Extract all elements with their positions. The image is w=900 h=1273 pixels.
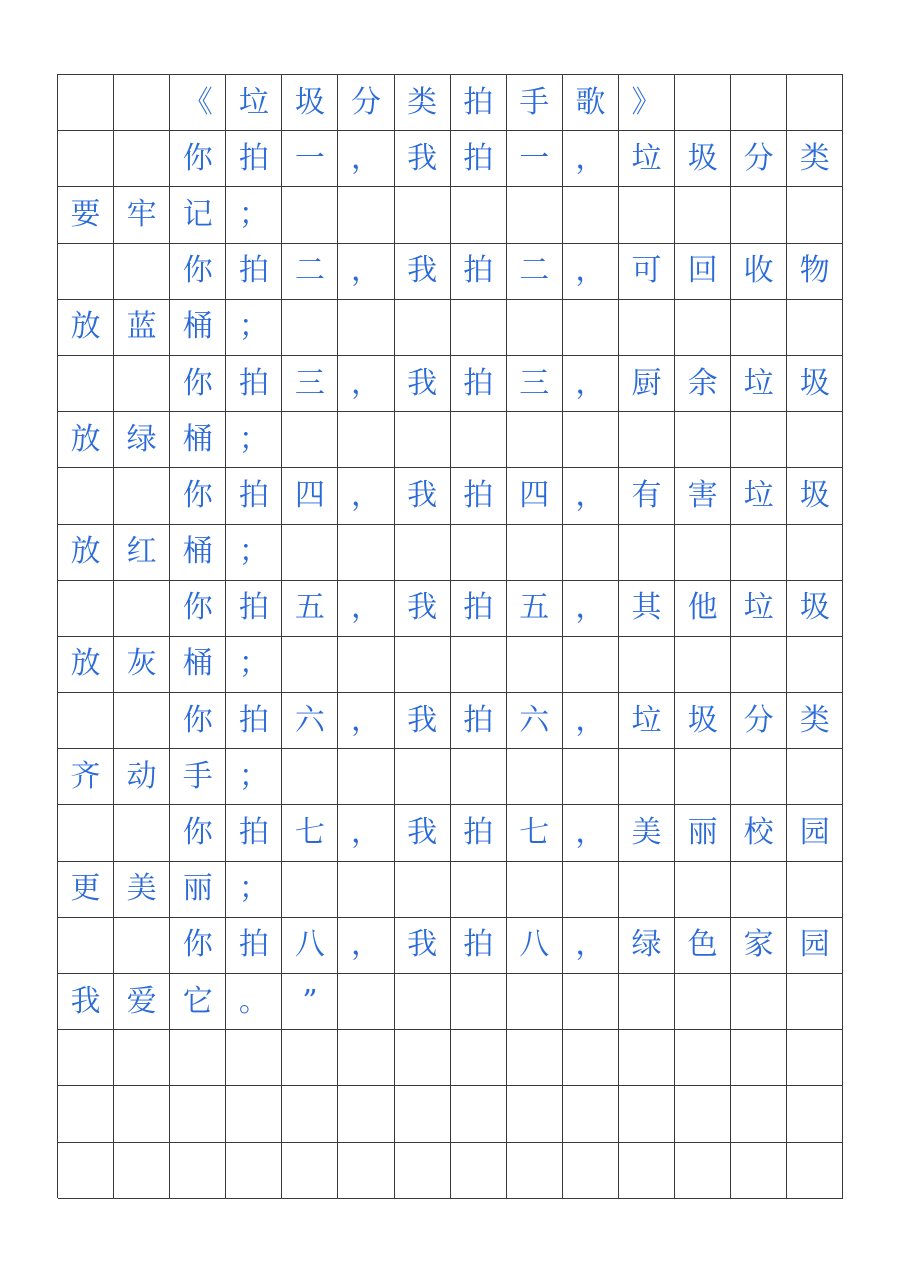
grid-cell: ， — [338, 244, 394, 300]
grid-cell — [563, 862, 619, 918]
grid-cell — [787, 637, 843, 693]
grid-cell: 《 — [170, 75, 226, 131]
grid-cell: 拍 — [451, 468, 507, 524]
grid-cell — [338, 749, 394, 805]
grid-cell: 你 — [170, 131, 226, 187]
grid-cell: 八 — [282, 918, 338, 974]
grid-cell — [282, 525, 338, 581]
grid-cell: ； — [226, 749, 282, 805]
grid-cell — [731, 525, 787, 581]
grid-cell: 拍 — [226, 581, 282, 637]
grid-cell — [731, 412, 787, 468]
grid-cell: 放 — [58, 525, 114, 581]
grid-cell: 五 — [282, 581, 338, 637]
grid-cell: 可 — [619, 244, 675, 300]
grid-cell — [451, 637, 507, 693]
grid-cell — [507, 637, 563, 693]
grid-cell — [507, 1086, 563, 1142]
grid-cell: 余 — [675, 356, 731, 412]
grid-cell — [114, 356, 170, 412]
grid-cell: 歌 — [563, 75, 619, 131]
grid-cell — [282, 1030, 338, 1086]
grid-cell — [619, 1086, 675, 1142]
grid-cell: 八 — [507, 918, 563, 974]
grid-cell: 六 — [282, 693, 338, 749]
grid-cell: 我 — [58, 974, 114, 1030]
grid-cell: 手 — [507, 75, 563, 131]
grid-cell — [731, 300, 787, 356]
grid-cell: 害 — [675, 468, 731, 524]
grid-cell: 类 — [395, 75, 451, 131]
grid-cell — [114, 75, 170, 131]
grid-cell: 拍 — [451, 131, 507, 187]
grid-cell — [282, 1143, 338, 1199]
grid-cell — [619, 1143, 675, 1199]
grid-cell — [787, 862, 843, 918]
grid-cell — [282, 1086, 338, 1142]
grid-cell: 桶 — [170, 412, 226, 468]
grid-cell: 你 — [170, 693, 226, 749]
grid-cell: 圾 — [675, 131, 731, 187]
grid-cell — [338, 412, 394, 468]
grid-cell: 他 — [675, 581, 731, 637]
grid-cell — [58, 805, 114, 861]
grid-cell — [675, 525, 731, 581]
grid-cell: ， — [563, 468, 619, 524]
grid-cell — [563, 637, 619, 693]
grid-cell — [338, 862, 394, 918]
grid-cell: 桶 — [170, 637, 226, 693]
grid-cell — [675, 75, 731, 131]
grid-cell — [338, 187, 394, 243]
grid-cell: 一 — [507, 131, 563, 187]
grid-cell — [675, 300, 731, 356]
grid-cell — [507, 749, 563, 805]
grid-cell — [114, 468, 170, 524]
grid-cell — [58, 1143, 114, 1199]
grid-cell — [507, 187, 563, 243]
grid-cell: 拍 — [451, 356, 507, 412]
grid-cell — [114, 1086, 170, 1142]
grid-cell — [731, 75, 787, 131]
grid-cell: ， — [563, 131, 619, 187]
grid-cell — [731, 637, 787, 693]
grid-cell — [395, 1086, 451, 1142]
grid-cell — [226, 1143, 282, 1199]
grid-cell: 其 — [619, 581, 675, 637]
grid-cell — [675, 637, 731, 693]
grid-cell — [395, 300, 451, 356]
grid-cell: ， — [338, 356, 394, 412]
grid-cell: 我 — [395, 805, 451, 861]
grid-cell: ； — [226, 412, 282, 468]
grid-cell — [563, 1143, 619, 1199]
grid-cell: 手 — [170, 749, 226, 805]
grid-cell — [619, 974, 675, 1030]
grid-cell: 三 — [507, 356, 563, 412]
grid-cell: 回 — [675, 244, 731, 300]
grid-cell — [787, 974, 843, 1030]
grid-cell: 要 — [58, 187, 114, 243]
grid-cell — [338, 1030, 394, 1086]
grid-cell: 你 — [170, 581, 226, 637]
grid-cell — [338, 1143, 394, 1199]
grid-cell: 拍 — [451, 693, 507, 749]
grid-cell — [675, 187, 731, 243]
grid-cell — [395, 187, 451, 243]
grid-cell: 拍 — [451, 581, 507, 637]
grid-cell — [619, 1030, 675, 1086]
grid-cell: ； — [226, 300, 282, 356]
grid-cell: ， — [563, 244, 619, 300]
grid-cell: 我 — [395, 131, 451, 187]
grid-cell: 厨 — [619, 356, 675, 412]
grid-cell: 放 — [58, 412, 114, 468]
grid-cell: 圾 — [282, 75, 338, 131]
grid-cell — [619, 525, 675, 581]
handwriting-grid-sheet — [57, 74, 843, 1198]
grid-cell — [675, 412, 731, 468]
grid-cell: ， — [338, 468, 394, 524]
grid-cell — [451, 974, 507, 1030]
grid-cell — [507, 862, 563, 918]
grid-cell: 垃 — [731, 356, 787, 412]
grid-cell: 你 — [170, 356, 226, 412]
grid-cell — [58, 1086, 114, 1142]
grid-cell — [451, 1086, 507, 1142]
grid-cell: 六 — [507, 693, 563, 749]
grid-cell: 七 — [507, 805, 563, 861]
grid-cell — [58, 356, 114, 412]
grid-cell — [451, 300, 507, 356]
grid-cell — [226, 1030, 282, 1086]
grid-cell — [507, 300, 563, 356]
grid-cell: 它 — [170, 974, 226, 1030]
grid-cell — [338, 974, 394, 1030]
grid-cell: ， — [338, 581, 394, 637]
grid-cell: 你 — [170, 918, 226, 974]
grid-cell: 园 — [787, 805, 843, 861]
grid-cell — [731, 974, 787, 1030]
grid-cell: 四 — [282, 468, 338, 524]
grid-cell: 拍 — [226, 244, 282, 300]
grid-cell — [395, 637, 451, 693]
grid-cell: ； — [226, 862, 282, 918]
grid-cell — [282, 862, 338, 918]
grid-cell: ， — [338, 131, 394, 187]
grid-cell — [507, 1030, 563, 1086]
grid-cell — [282, 749, 338, 805]
grid-cell: 桶 — [170, 300, 226, 356]
grid-cell — [282, 187, 338, 243]
grid-cell: 拍 — [451, 75, 507, 131]
grid-cell — [563, 749, 619, 805]
grid-cell: 绿 — [114, 412, 170, 468]
grid-cell — [731, 749, 787, 805]
grid-cell: 红 — [114, 525, 170, 581]
grid-cell: 校 — [731, 805, 787, 861]
grid-cell — [507, 974, 563, 1030]
grid-cell: 我 — [395, 693, 451, 749]
grid-cell: ， — [338, 805, 394, 861]
grid-cell: ； — [226, 187, 282, 243]
grid-cell — [787, 75, 843, 131]
grid-cell — [282, 300, 338, 356]
grid-cell — [563, 525, 619, 581]
grid-cell: 圾 — [675, 693, 731, 749]
grid-cell: 丽 — [170, 862, 226, 918]
grid-cell — [787, 1143, 843, 1199]
grid-cell: 拍 — [226, 468, 282, 524]
grid-cell: 家 — [731, 918, 787, 974]
grid-cell: 》 — [619, 75, 675, 131]
grid-cell — [563, 412, 619, 468]
grid-cell: 有 — [619, 468, 675, 524]
grid-cell — [395, 1030, 451, 1086]
grid-cell: 动 — [114, 749, 170, 805]
grid-cell — [787, 1030, 843, 1086]
grid-cell — [675, 974, 731, 1030]
grid-cell: 一 — [282, 131, 338, 187]
grid-cell: 二 — [282, 244, 338, 300]
grid-cell: 垃 — [619, 693, 675, 749]
grid-cell: 我 — [395, 468, 451, 524]
grid-cell — [58, 918, 114, 974]
grid-cell — [619, 300, 675, 356]
grid-cell — [451, 1143, 507, 1199]
grid-cell — [282, 412, 338, 468]
grid-cell — [507, 525, 563, 581]
grid-cell: 五 — [507, 581, 563, 637]
grid-cell: ； — [226, 637, 282, 693]
grid-cell — [619, 862, 675, 918]
grid-cell — [114, 693, 170, 749]
grid-cell — [395, 525, 451, 581]
grid-cell — [282, 637, 338, 693]
grid-cell: 物 — [787, 244, 843, 300]
grid-cell: 美 — [619, 805, 675, 861]
grid-cell — [58, 75, 114, 131]
grid-cell — [395, 862, 451, 918]
grid-cell: 垃 — [731, 581, 787, 637]
grid-cell: 爱 — [114, 974, 170, 1030]
grid-cell — [507, 1143, 563, 1199]
grid-cell: ， — [563, 356, 619, 412]
grid-cell — [451, 1030, 507, 1086]
grid-cell: 丽 — [675, 805, 731, 861]
grid-cell: 拍 — [226, 918, 282, 974]
grid-cell — [451, 862, 507, 918]
grid-cell — [731, 1143, 787, 1199]
grid-cell: 色 — [675, 918, 731, 974]
grid-cell — [451, 749, 507, 805]
grid-cell — [619, 412, 675, 468]
grid-cell: 桶 — [170, 525, 226, 581]
grid-cell — [170, 1086, 226, 1142]
grid-cell — [675, 1086, 731, 1142]
grid-cell — [226, 1086, 282, 1142]
grid-cell — [675, 862, 731, 918]
grid-cell: 我 — [395, 581, 451, 637]
grid-cell: ， — [338, 693, 394, 749]
grid-cell — [619, 749, 675, 805]
grid-cell: 垃 — [226, 75, 282, 131]
grid-cell: 类 — [787, 131, 843, 187]
grid-cell — [58, 1030, 114, 1086]
grid-cell — [675, 1030, 731, 1086]
grid-cell: 四 — [507, 468, 563, 524]
grid-cell: 收 — [731, 244, 787, 300]
grid-cell — [563, 1086, 619, 1142]
grid-cell — [170, 1030, 226, 1086]
grid-cell — [731, 1086, 787, 1142]
grid-cell: 垃 — [731, 468, 787, 524]
grid-cell: 拍 — [451, 805, 507, 861]
grid-cell: 你 — [170, 244, 226, 300]
grid-cell: 拍 — [226, 805, 282, 861]
grid-cell — [787, 300, 843, 356]
grid-cell: 你 — [170, 805, 226, 861]
grid-cell: 分 — [731, 131, 787, 187]
grid-cell: ； — [226, 525, 282, 581]
grid-cell: 分 — [731, 693, 787, 749]
grid-cell: 我 — [395, 356, 451, 412]
grid-cell: 园 — [787, 918, 843, 974]
grid-cell — [787, 1086, 843, 1142]
grid-cell: 我 — [395, 244, 451, 300]
grid-cell: 七 — [282, 805, 338, 861]
grid-cell — [563, 1030, 619, 1086]
grid-cell — [114, 581, 170, 637]
grid-cell — [563, 300, 619, 356]
grid-cell: 拍 — [451, 918, 507, 974]
grid-cell — [58, 468, 114, 524]
grid-cell — [170, 1143, 226, 1199]
grid-cell: 美 — [114, 862, 170, 918]
grid-cell — [58, 244, 114, 300]
grid-cell — [395, 974, 451, 1030]
grid-cell — [58, 693, 114, 749]
grid-cell: 拍 — [226, 356, 282, 412]
grid-cell: 牢 — [114, 187, 170, 243]
grid-cell: 灰 — [114, 637, 170, 693]
grid-cell — [395, 749, 451, 805]
grid-cell: 。 — [226, 974, 282, 1030]
grid-cell — [114, 131, 170, 187]
grid-cell — [451, 525, 507, 581]
grid-cell — [563, 187, 619, 243]
grid-cell — [787, 749, 843, 805]
grid-cell: ， — [563, 693, 619, 749]
grid-cell — [338, 1086, 394, 1142]
grid-cell — [787, 187, 843, 243]
grid-cell — [114, 805, 170, 861]
grid-cell: 拍 — [226, 131, 282, 187]
grid-cell — [675, 749, 731, 805]
grid-cell — [619, 187, 675, 243]
grid-cell: 记 — [170, 187, 226, 243]
grid-cell: ， — [563, 581, 619, 637]
grid-cell — [675, 1143, 731, 1199]
grid-cell: 类 — [787, 693, 843, 749]
grid-cell — [787, 525, 843, 581]
grid-cell — [451, 412, 507, 468]
grid-cell: 三 — [282, 356, 338, 412]
grid-cell: 拍 — [451, 244, 507, 300]
grid-cell: 拍 — [226, 693, 282, 749]
grid-cell: ， — [563, 918, 619, 974]
grid-cell — [731, 1030, 787, 1086]
grid-cell: 圾 — [787, 581, 843, 637]
grid-cell — [395, 1143, 451, 1199]
grid-cell: 更 — [58, 862, 114, 918]
grid-cell — [395, 412, 451, 468]
grid-cell — [731, 187, 787, 243]
grid-cell — [338, 525, 394, 581]
grid-cell — [619, 637, 675, 693]
grid-cell: 蓝 — [114, 300, 170, 356]
grid-cell — [451, 187, 507, 243]
grid-cell: 圾 — [787, 468, 843, 524]
grid-cell — [731, 862, 787, 918]
grid-cell — [58, 131, 114, 187]
grid-cell — [114, 918, 170, 974]
grid-cell — [338, 300, 394, 356]
grid-cell — [563, 974, 619, 1030]
grid-cell: 我 — [395, 918, 451, 974]
grid-cell: 垃 — [619, 131, 675, 187]
grid-cell: 圾 — [787, 356, 843, 412]
grid-cell: 二 — [507, 244, 563, 300]
grid-cell: 分 — [338, 75, 394, 131]
grid-cell: 绿 — [619, 918, 675, 974]
grid-cell: 你 — [170, 468, 226, 524]
grid-cell: ， — [563, 805, 619, 861]
grid-cell: 放 — [58, 300, 114, 356]
grid-cell — [338, 637, 394, 693]
grid-cell — [114, 244, 170, 300]
grid-cell: 齐 — [58, 749, 114, 805]
grid-cell — [114, 1143, 170, 1199]
grid-cell — [114, 1030, 170, 1086]
grid-cell — [58, 581, 114, 637]
grid-cell: 放 — [58, 637, 114, 693]
grid-cell — [787, 412, 843, 468]
grid-cell: ” — [282, 974, 338, 1030]
grid-cell — [507, 412, 563, 468]
grid-cell: ， — [338, 918, 394, 974]
